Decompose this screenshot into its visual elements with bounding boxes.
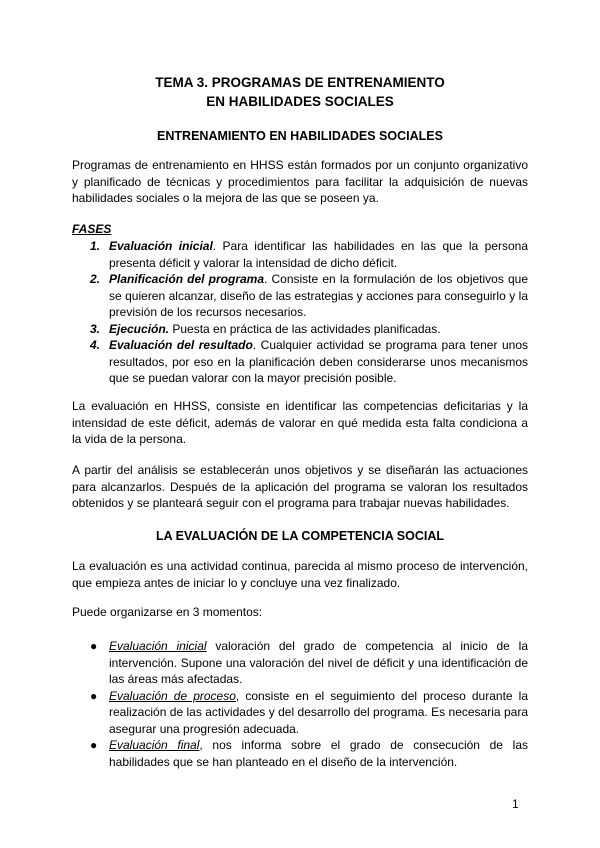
page-number: 1 (512, 797, 519, 811)
fases-label: FASES (72, 222, 112, 236)
momento-item (72, 737, 528, 770)
momento-term: Evaluación inicial (109, 639, 207, 653)
evaluacion-paragraph: La evaluación en HHSS, consiste en identificar las competencias deficitarias y la intensidad de este déficit, además de valorar en qué medida esta falta condiciona a la vida de la persona. (72, 399, 528, 446)
fase-term: Planificación del programa (109, 272, 265, 286)
momento-term: Evaluación final (109, 738, 200, 752)
bullet-icon: ● (90, 639, 98, 653)
fase-item (72, 271, 528, 321)
momento-text: , consiste en el seguimiento del proceso durante la realización de las actividades y del desarrollo del programa. Es necesaria para asegurar una progresión adecuada. (109, 688, 528, 736)
fase-item (72, 337, 528, 387)
section-heading-entrenamiento: ENTRENAMIENTO EN HABILIDADES SOCIALES (157, 129, 443, 143)
momento-term: Evaluación de proceso (109, 688, 236, 703)
bullet-icon: ● (90, 688, 98, 703)
document-title-line2: EN HABILIDADES SOCIALES (206, 94, 394, 109)
fase-term: Evaluación inicial (109, 239, 213, 253)
bullet-icon: ● (90, 738, 98, 752)
fases-list (72, 238, 528, 387)
momento-item (72, 688, 528, 738)
fase-number: 2. (90, 272, 101, 286)
document-title-line1: TEMA 3. PROGRAMAS DE ENTRENAMIENTO (155, 75, 445, 90)
momento-text: , nos informa sobre el grado de consecución de las habilidades que se han planteado en el diseño de la intervención. (109, 738, 528, 769)
fase-text: . Cualquier actividad se programa para tener unos resultados, por eso en la planificación deben considerarse unos mecanismos que se puedan valorar con la mayor precisión posible. (109, 338, 528, 385)
fase-text: . Consiste en la formulación de los objetivos que se quieren alcanzar, diseño de las estrategias y acciones para conseguirlo y la previsión de los recursos necesarios. (109, 272, 529, 319)
momento-text: valoración del grado de competencia al inicio de la intervención. Supone una valoración del nivel de déficit y una identificación de las áreas más afectadas. (109, 639, 528, 686)
fase-term: Evaluación del resultado (109, 338, 253, 352)
section-heading-evaluacion: LA EVALUACIÓN DE LA COMPETENCIA SOCIAL (156, 529, 444, 543)
fase-text: Puesta en práctica de las actividades planificadas. (169, 321, 441, 336)
fase-item (72, 238, 528, 271)
fase-text: . Para identificar las habilidades en las que la persona presenta déficit y valorar la intensidad de dicho déficit. (109, 239, 528, 270)
intro-paragraph: Programas de entrenamiento en HHSS están formados por un conjunto organizativo y planificado de técnicas y procedimientos para facilitar la adquisición de nuevas habilidades sociales o la mejora de las que se poseen ya. (72, 158, 528, 205)
analisis-paragraph: A partir del análisis se establecerán unos objetivos y se diseñarán las actuaciones para alcanzarlos. Después de la aplicación del programa se valoran los resultados obtenidos y se planteará seguir con el programa para trabajar nuevas habilidades. (72, 463, 528, 510)
fase-term: Ejecución. (109, 321, 170, 336)
fase-item (72, 321, 528, 338)
momentos-intro: Puede organizarse en 3 momentos: (72, 605, 263, 619)
momentos-list (72, 638, 528, 770)
momento-item (72, 638, 528, 688)
fase-number: 4. (90, 338, 101, 352)
evaluacion-continua-paragraph: La evaluación es una actividad continua, parecida al mismo proceso de intervención, que empieza antes de iniciar lo y concluye una vez finalizado. (72, 559, 528, 590)
fase-number: 1. (90, 239, 101, 253)
fase-number: 3. (90, 321, 101, 336)
